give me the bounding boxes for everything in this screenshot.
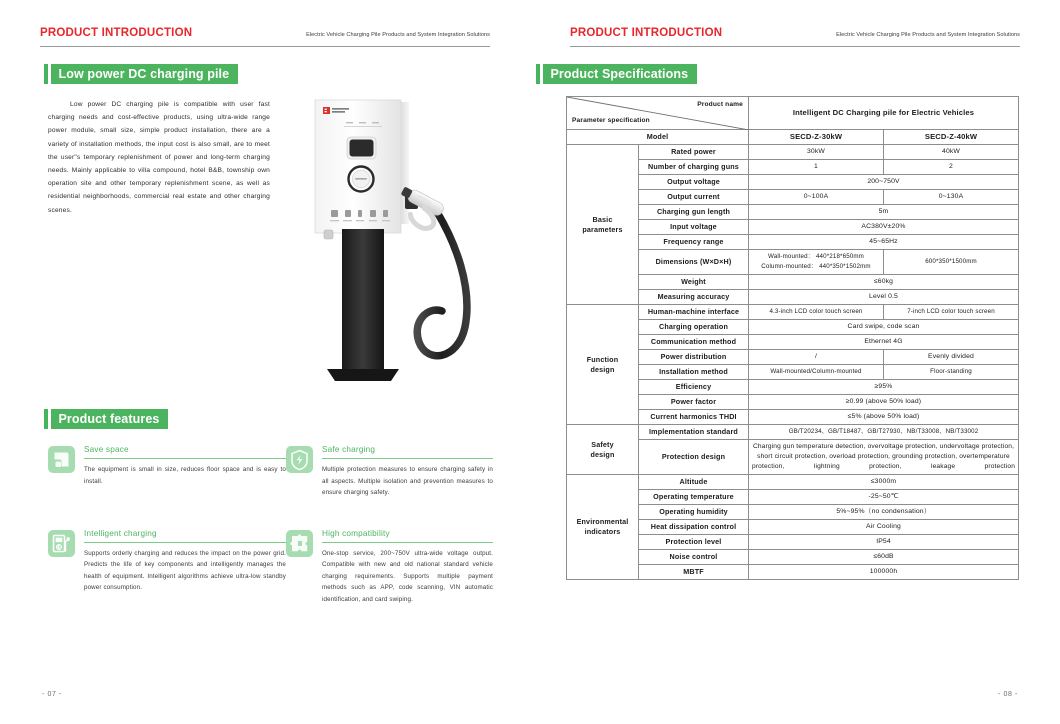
feature-high-compatibility (286, 529, 493, 606)
feature-text: Supports orderly charging and reduces the impact on the power grid. Predicts the life of key components and intelligently manages the health of equipment. Intelligent algorithms achieve ultra-low standby power consumption. (84, 549, 286, 591)
value-cell: 45~65Hz (749, 235, 1019, 250)
value-cell-a: 30kW (749, 145, 884, 160)
value-cell: ≤5% (above 50% load) (749, 410, 1019, 425)
model-a-cell: SECD-Z-30kW (749, 130, 884, 145)
group-label-cell: Safety design (567, 425, 639, 475)
puzzle-icon (286, 530, 313, 557)
feature-divider (322, 542, 493, 543)
features-accent-bar (44, 409, 48, 429)
group-label-cell: Environmental indicators (567, 475, 639, 580)
value-cell-b: Floor-standing (884, 365, 1019, 380)
parameter-label-cell: Noise control (639, 550, 749, 565)
group-label-cell: Function design (567, 305, 639, 425)
feature-divider (84, 458, 286, 459)
parameter-label-cell: Efficiency (639, 380, 749, 395)
value-cell-b: 40kW (884, 145, 1019, 160)
value-cell: 5m (749, 205, 1019, 220)
parameter-label-cell: Protection design (639, 440, 749, 475)
section-heading-low-power-dc (44, 64, 238, 84)
model-label-cell: Model (567, 130, 749, 145)
feature-safe-charging (286, 445, 493, 499)
left-running-header (40, 28, 490, 47)
value-cell: Ethernet 4G (749, 335, 1019, 350)
intro-text: Low power DC charging pile is compatible with user fast charging needs and cost-effective products, using ultra-wide range power module, small size, simple product installation, there are a variety of installation methods, the input cost is also small, are to meet the user"s temporary replenishment of power and long-term charging needs. Mainly applicable to villa compound, hotel B&B, township own operation site and other temporary replenishment scene, as well as residential neighborhoods, commercial real estate and other charging scenes. (48, 101, 270, 214)
model-b-cell: SECD-Z-40kW (884, 130, 1019, 145)
page-number-left: - 07 - (42, 691, 62, 698)
corner-top-label: Product name (697, 101, 743, 108)
group-label-cell: Basic parameters (567, 145, 639, 305)
parameter-label-cell: Human-machine interface (639, 305, 749, 320)
specs-heading-label: Product Specifications (543, 64, 698, 84)
feature-text: One-stop service, 200~750V ultra-wide voltage output. Compatible with new and old national standard vehicle charging requirements. Supports multiple payment methods such as APP, code scanning, VIN automatic identification, and card swiping. (322, 549, 493, 603)
page-number-right: - 08 - (998, 691, 1018, 698)
value-cell-a: Wall-mounted/Column-mounted (749, 365, 884, 380)
parameter-label-cell: Operating temperature (639, 490, 749, 505)
parameter-label-cell: Charging operation (639, 320, 749, 335)
table-row (567, 425, 1019, 440)
parameter-label-cell: Installation method (639, 365, 749, 380)
features-grid (48, 445, 493, 605)
specifications-table-wrapper (566, 96, 1018, 580)
parameter-label-cell: Communication method (639, 335, 749, 350)
value-cell: ≤3000m (749, 475, 1019, 490)
parameter-label-cell: Charging gun length (639, 205, 749, 220)
header-title: PRODUCT INTRODUCTION (40, 27, 193, 39)
value-cell-b: 2 (884, 160, 1019, 175)
table-model-row (567, 130, 1019, 145)
parameter-label-cell: Frequency range (639, 235, 749, 250)
parameter-label-cell: Number of charging guns (639, 160, 749, 175)
parameter-label-cell: Weight (639, 275, 749, 290)
feature-title: High compatibility (322, 528, 390, 538)
parameter-label-cell: Heat dissipation control (639, 520, 749, 535)
table-header-row (567, 97, 1019, 130)
value-cell-a: 0~100A (749, 190, 884, 205)
feature-text: Multiple protection measures to ensure charging safety in all aspects. Multiple isolation and prevention measures to ensure charging safety. (322, 466, 493, 496)
product-photo-charging-pile (305, 92, 505, 387)
right-running-header (570, 28, 1020, 47)
value-cell-a: Wall-mounted： 440*218*650mm Column-mounted： 440*350*1502mm (749, 250, 884, 275)
value-cell-b: 7-inch LCD color touch screen (884, 305, 1019, 320)
feature-save-space (48, 445, 286, 499)
section-accent-bar (44, 64, 48, 84)
value-cell-b: Evenly divided (884, 350, 1019, 365)
save-space-icon (48, 446, 75, 473)
parameter-label-cell: Operating humidity (639, 505, 749, 520)
specifications-table (566, 96, 1019, 580)
parameter-label-cell: Output voltage (639, 175, 749, 190)
parameter-label-cell: Altitude (639, 475, 749, 490)
value-cell: Charging gun temperature detection, overvoltage protection, undervoltage protection, short circuit protection, overload protection, grounding protection, overtemperature protection, lightning protection, leakage protection (749, 440, 1019, 475)
section-heading-product-specifications (536, 64, 697, 84)
value-cell-a: 4.3-inch LCD color touch screen (749, 305, 884, 320)
value-cell: GB/T20234、GB/T18487、GB/T27930、NB/T33008、NB/T33002 (749, 425, 1019, 440)
feature-intelligent-charging (48, 529, 286, 606)
feature-title: Intelligent charging (84, 528, 157, 538)
value-cell: Card swipe, code scan (749, 320, 1019, 335)
parameter-label-cell: Implementation standard (639, 425, 749, 440)
value-cell: Air Cooling (749, 520, 1019, 535)
feature-title: Save space (84, 445, 129, 454)
value-cell: ≤60dB (749, 550, 1019, 565)
charging-pile-icon (48, 530, 75, 557)
feature-title: Safe charging (322, 445, 376, 454)
value-cell-a: 1 (749, 160, 884, 175)
header-subtitle: Electric Vehicle Charging Pile Products and System Integration Solutions (836, 31, 1020, 38)
specs-accent-bar (536, 64, 540, 84)
header-subtitle: Electric Vehicle Charging Pile Products and System Integration Solutions (306, 31, 490, 38)
value-cell: IP54 (749, 535, 1019, 550)
parameter-label-cell: Power factor (639, 395, 749, 410)
parameter-label-cell: Power distribution (639, 350, 749, 365)
table-row (567, 475, 1019, 490)
parameter-label-cell: Current harmonics THDI (639, 410, 749, 425)
value-cell: 200~750V (749, 175, 1019, 190)
table-row (567, 145, 1019, 160)
parameter-label-cell: Measuring accuracy (639, 290, 749, 305)
value-cell: ≤60kg (749, 275, 1019, 290)
value-cell-b: 0~130A (884, 190, 1019, 205)
value-cell-a: / (749, 350, 884, 365)
corner-diagonal-cell (567, 97, 749, 130)
parameter-label-cell: Protection level (639, 535, 749, 550)
table-row (567, 305, 1019, 320)
parameter-label-cell: Output current (639, 190, 749, 205)
parameter-label-cell: Input voltage (639, 220, 749, 235)
corner-bottom-label: Parameter specification (572, 117, 650, 124)
value-cell: AC380V±20% (749, 220, 1019, 235)
feature-divider (84, 542, 286, 543)
intro-paragraph (48, 98, 270, 217)
product-name-cell: Intelligent DC Charging pile for Electric Vehicles (749, 97, 1019, 130)
value-cell: 100000h (749, 565, 1019, 580)
value-cell-b: 600*350*1500mm (884, 250, 1019, 275)
section-heading-label: Low power DC charging pile (51, 64, 239, 84)
feature-divider (322, 458, 493, 459)
header-title: PRODUCT INTRODUCTION (570, 27, 723, 39)
section-heading-product-features (44, 409, 168, 429)
shield-bolt-icon (286, 446, 313, 473)
value-cell: ≥0.99 (above 50% load) (749, 395, 1019, 410)
feature-text: The equipment is small in size, reduces floor space and is easy to install. (84, 466, 286, 485)
value-cell: -25~50℃ (749, 490, 1019, 505)
value-cell: ≥95% (749, 380, 1019, 395)
parameter-label-cell: MBTF (639, 565, 749, 580)
value-cell: Level 0.5 (749, 290, 1019, 305)
features-heading-label: Product features (51, 409, 169, 429)
parameter-label-cell: Rated power (639, 145, 749, 160)
parameter-label-cell: Dimensions (W×D×H) (639, 250, 749, 275)
value-cell: 5%~95%（no condensation） (749, 505, 1019, 520)
